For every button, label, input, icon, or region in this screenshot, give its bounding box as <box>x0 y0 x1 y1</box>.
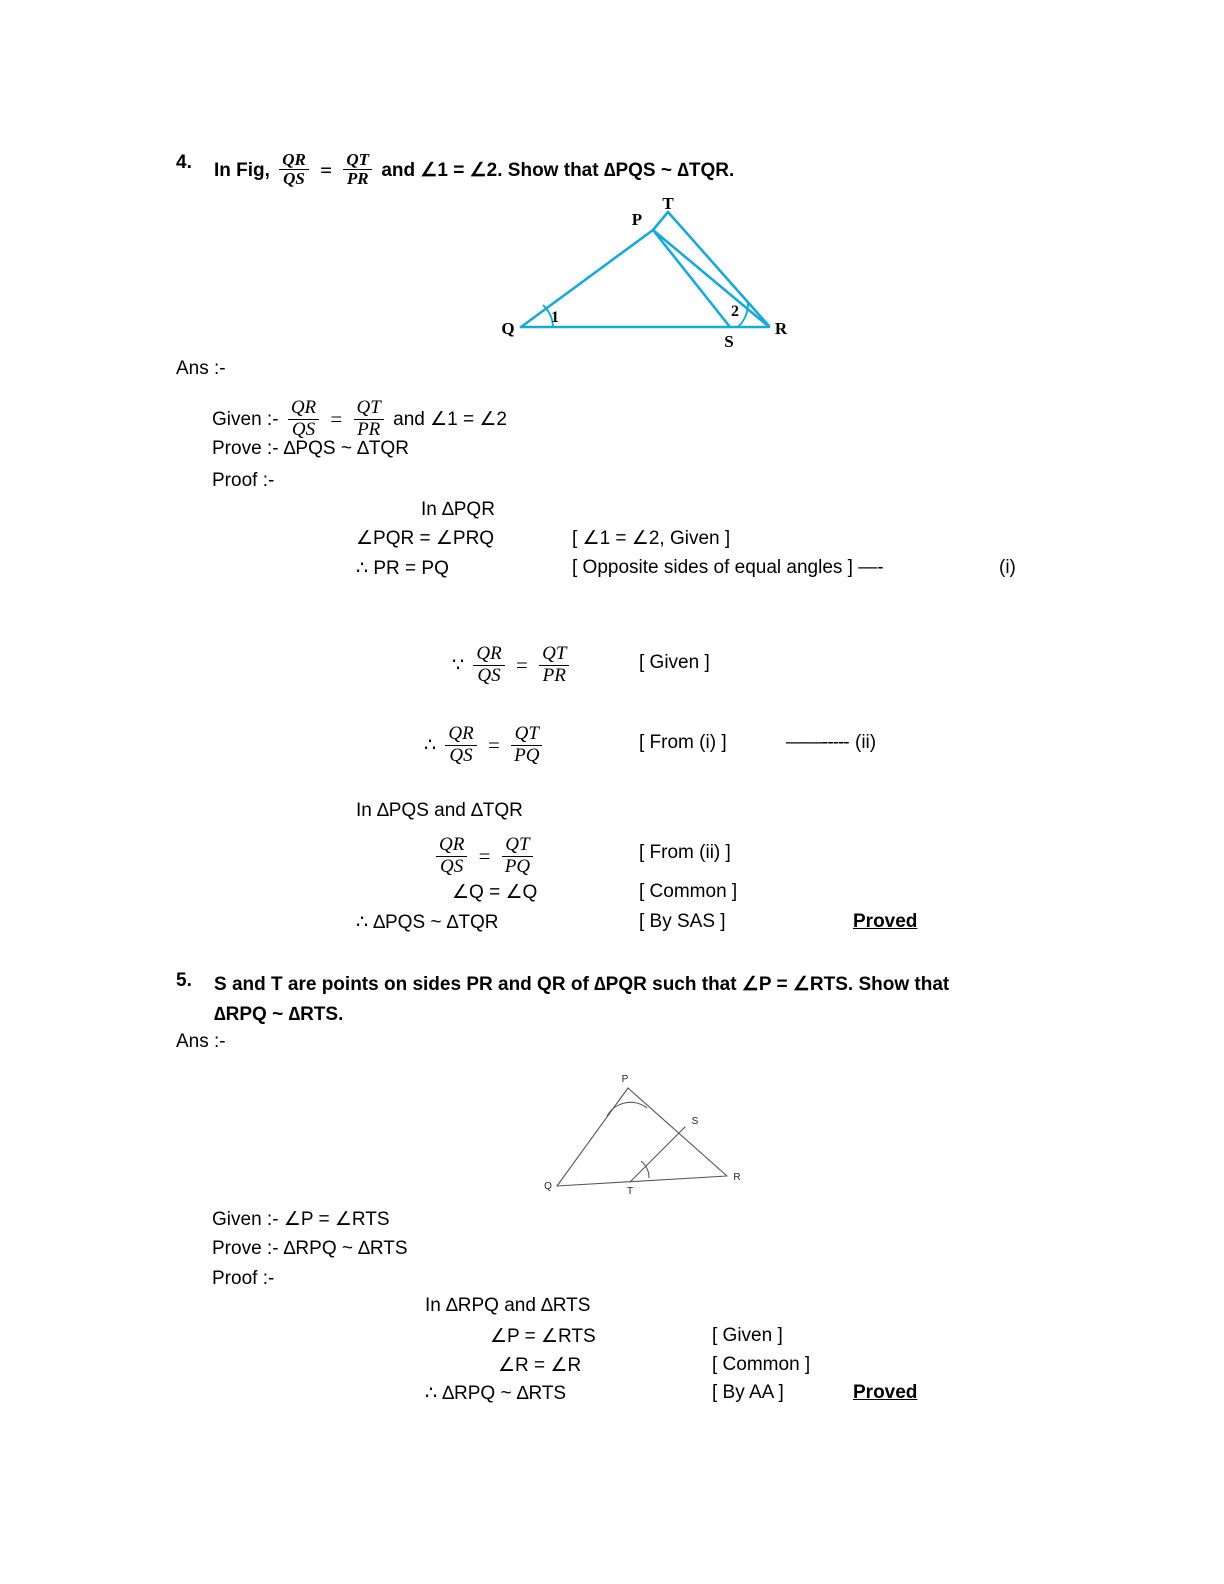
given-equals: = <box>330 406 343 431</box>
compare-5-line-0-statement: ∠P = ∠RTS <box>490 1326 596 1347</box>
figure2-label-s: S <box>691 1116 699 1127</box>
compare-4-line-2-reason: [ By SAS ] <box>639 911 726 932</box>
answer-5-prove: Prove :- ∆RPQ ~ ∆RTS <box>212 1238 408 1259</box>
figure-angle-2: 2 <box>731 303 739 320</box>
figure2-label-p: P <box>621 1074 629 1085</box>
equation-2-marker: (ii) <box>855 732 877 753</box>
compare-4-line-1-statement: ∠Q = ∠Q <box>452 882 538 903</box>
compare-equals: = <box>478 843 491 868</box>
question-4-tail: and ∠1 = ∠2. Show that ∆PQS ~ ∆TQR. <box>381 159 735 181</box>
compare-4-header: In ∆PQS and ∆TQR <box>356 800 523 821</box>
compare-5-header: In ∆RPQ and ∆RTS <box>425 1295 591 1316</box>
answer-5-given: Given :- ∠P = ∠RTS <box>212 1209 390 1230</box>
compare-4-line-0-reason: [ From (ii) ] <box>639 842 731 863</box>
compare-4-line-1-reason: [ Common ] <box>639 881 738 902</box>
question-4-lead: In Fig, <box>214 159 270 181</box>
equation-2-fraction-right: $\frac{QT}{PQ}$ <box>511 724 542 766</box>
compare-5-proved: Proved <box>853 1382 918 1403</box>
answer-5-proof-label: Proof :- <box>212 1268 275 1289</box>
compare-4-line-2-statement: ∴ ∆PQS ~ ∆TQR <box>356 912 499 933</box>
proof-4-line-1-reason: [ ∠1 = ∠2, Given ] <box>572 528 731 549</box>
proof-4-equation-1 <box>452 645 573 687</box>
figure2-label-r: R <box>733 1172 741 1183</box>
given-tail: and ∠1 = ∠2 <box>393 409 507 431</box>
segment-qp <box>521 230 653 327</box>
figure2-label-q: Q <box>544 1181 552 1192</box>
compare-4-line-0-statement <box>432 836 537 878</box>
proof-4-line-2-marker: (i) <box>999 557 1016 578</box>
segment-pq <box>557 1088 628 1186</box>
figure-label-p: P <box>631 210 643 229</box>
equation-2-fraction-left: $\frac{QR}{QS}$ <box>445 724 476 766</box>
equation-1-reason: [ Given ] <box>639 652 710 673</box>
equation-1-fraction-right: $\frac{QT}{PR}$ <box>539 644 569 686</box>
equation-1-fraction-left: $\frac{QR}{QS}$ <box>473 644 504 686</box>
figure-label-r: R <box>774 319 788 338</box>
question-5-heading-line1: S and T are points on sides PR and QR of ∆PQR such that ∠P = ∠RTS. Show that <box>214 974 950 995</box>
compare-5-line-2-statement: ∴ ∆RPQ ~ ∆RTS <box>425 1383 567 1404</box>
segment-pt <box>653 212 668 230</box>
given-fraction-left: $\frac{QR}{QS}$ <box>288 398 319 440</box>
answer-4-proof-label: Proof :- <box>212 470 275 491</box>
proof-4-line-1-statement: ∠PQR = ∠PRQ <box>356 528 495 549</box>
compare-5-line-1-statement: ∠R = ∠R <box>498 1355 582 1376</box>
answer-5-label: Ans :- <box>176 1031 226 1052</box>
segment-pr <box>653 230 768 326</box>
equation-2-dash: ——----- <box>786 732 849 753</box>
compare-5-line-1-reason: [ Common ] <box>712 1354 811 1375</box>
segment-ps <box>653 230 730 327</box>
segment-st <box>630 1127 685 1182</box>
equation-1-symbol: ∵ <box>452 655 465 677</box>
figure2-label-t: T <box>626 1186 634 1197</box>
equation-2-equals: = <box>487 732 500 757</box>
figure-angle-1: 1 <box>551 309 559 326</box>
question-4-equals: = <box>320 157 333 182</box>
compare-4-proved: Proved <box>853 911 918 932</box>
figure-label-t: T <box>662 194 674 213</box>
answer-4-prove: Prove :- ∆PQS ~ ∆TQR <box>212 438 409 459</box>
question-4-fraction-left: $\frac{QR}{QS}$ <box>279 151 309 189</box>
equation-2-symbol: ∴ <box>424 735 437 757</box>
question-4-heading <box>214 152 734 190</box>
proof-4-equation-2 <box>424 725 546 767</box>
answer-4-given <box>212 399 507 441</box>
equation-2-reason: [ From (i) ] <box>639 732 727 753</box>
proof-4-line-2-reason: [ Opposite sides of equal angles ] —- <box>572 557 884 578</box>
equation-1-equals: = <box>515 652 528 677</box>
answer-4-label: Ans :- <box>176 358 226 379</box>
proof-4-line-0-statement: In ∆PQR <box>421 499 495 520</box>
compare-5-line-0-reason: [ Given ] <box>712 1325 783 1346</box>
figure-label-q: Q <box>501 319 515 338</box>
proof-4-line-2-statement: ∴ PR = PQ <box>356 558 449 579</box>
figure-question-5 <box>535 1070 745 1195</box>
question-4-fraction-right: $\frac{QT}{PR}$ <box>343 151 372 189</box>
compare-fraction-right: $\frac{QT}{PQ}$ <box>502 835 533 877</box>
compare-5-line-2-reason: [ By AA ] <box>712 1382 784 1403</box>
given-fraction-right: $\frac{QT}{PR}$ <box>354 398 384 440</box>
figure-label-s: S <box>724 332 734 351</box>
given-label: Given :- <box>212 409 279 431</box>
question-5-number: 5. <box>176 970 192 991</box>
segment-qr <box>557 1176 727 1186</box>
angle-arc-p <box>607 1102 647 1116</box>
question-5-heading-line2: ∆RPQ ~ ∆RTS. <box>214 1004 344 1025</box>
question-4-number: 4. <box>176 152 192 173</box>
figure-question-4 <box>495 195 805 355</box>
compare-fraction-left: $\frac{QR}{QS}$ <box>436 835 467 877</box>
